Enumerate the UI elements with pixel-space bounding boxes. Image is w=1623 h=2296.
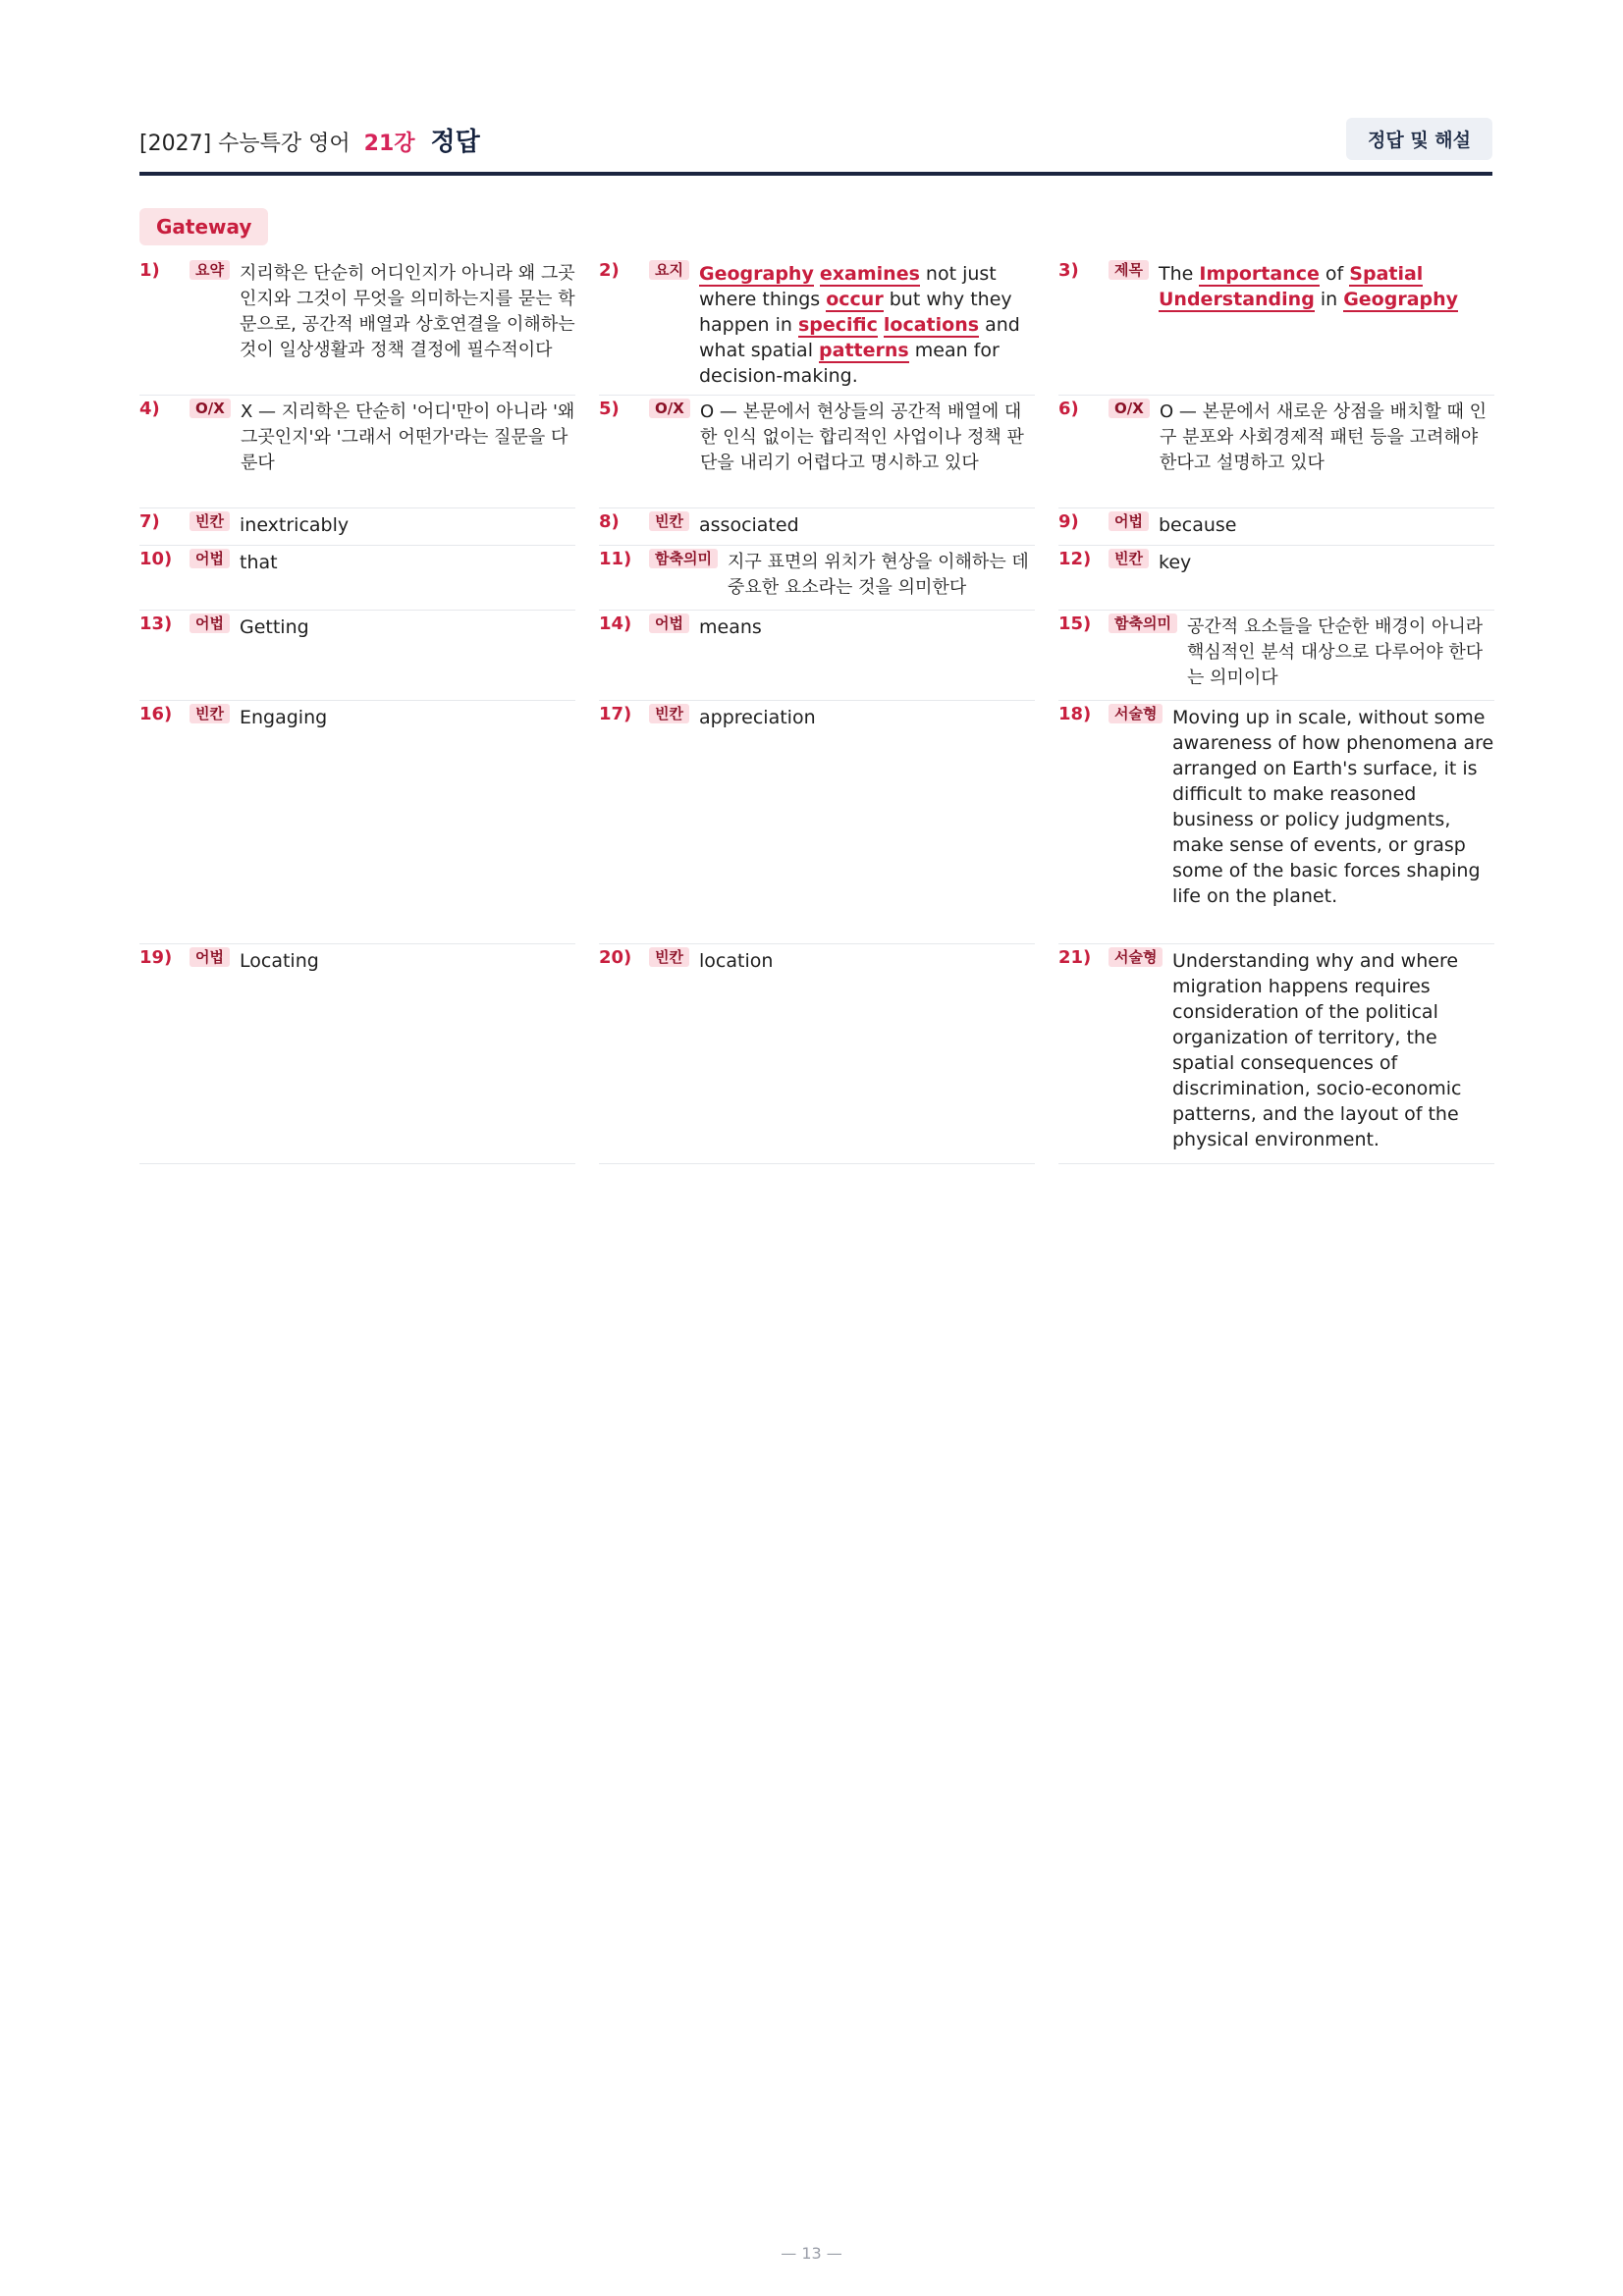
answer-item (599, 944, 1035, 1164)
highlighted-keyword: Spatial (1349, 263, 1424, 285)
answer-row (139, 546, 1492, 611)
answer-number: 17) (599, 704, 632, 724)
answer-item (599, 611, 1035, 701)
question-type-tag: 빈칸 (189, 511, 230, 531)
answer-text: 지구 표면의 위치가 현상을 이해하는 데 중요한 요소라는 것을 의미한다 (728, 552, 1029, 598)
answer-number: 8) (599, 511, 620, 532)
highlighted-keyword: Importance (1199, 263, 1320, 285)
answer-number: 19) (139, 947, 173, 968)
question-type-tag: 빈칸 (1109, 549, 1149, 568)
answer-text: 지리학은 단순히 어디인지가 아니라 왜 그곳인지와 그것이 무엇을 의미하는지를 묻는 학문으로, 공간적 배열과 상호연결을 이해하는 것이 일상생활과 정책 결정에 필수적이다 (240, 263, 575, 360)
answer-number: 3) (1058, 260, 1079, 281)
answer-item (1058, 611, 1494, 701)
answer-number: 5) (599, 399, 620, 419)
highlighted-keyword: Understanding (1159, 289, 1315, 310)
question-type-tag: 빈칸 (649, 947, 689, 967)
question-type-tag: 함축의미 (1109, 614, 1177, 633)
answer-item (599, 701, 1035, 944)
answer-text: Engaging (240, 707, 328, 728)
answer-item (1058, 508, 1494, 546)
answer-item (139, 701, 575, 944)
page-title: 정답 (430, 128, 480, 157)
answer-number: 2) (599, 260, 620, 281)
answer-text: Moving up in scale, without some awareness of how phenomena are arranged on Earth's surface, it is difficult to make reasoned business or policy judgments, make sense of events, or grasp some of the basic forces shaping life on the planet. (1172, 707, 1494, 907)
answer-number: 9) (1058, 511, 1079, 532)
answer-row (139, 701, 1492, 944)
question-type-tag: 함축의미 (649, 549, 718, 568)
highlighted-keyword: locations (883, 314, 980, 336)
question-type-tag: O/X (189, 399, 231, 418)
answer-number: 10) (139, 549, 173, 569)
answer-item (1058, 944, 1494, 1164)
question-type-tag: 빈칸 (649, 704, 689, 723)
answer-item (1058, 257, 1494, 396)
page-header (139, 116, 1492, 175)
answer-text-segment (814, 263, 820, 285)
answer-text: O — 본문에서 새로운 상점을 배치할 때 인구 분포와 사회경제적 패턴 등을 고려해야 한다고 설명하고 있다 (1160, 401, 1488, 473)
answer-text: inextricably (240, 514, 350, 536)
answer-text: key (1159, 552, 1192, 573)
question-type-tag: 서술형 (1109, 704, 1163, 723)
answer-text: Locating (240, 950, 319, 972)
answer-text: means (699, 616, 762, 638)
answer-item (1058, 396, 1494, 508)
answer-item (1058, 546, 1494, 611)
question-type-tag: 어법 (189, 947, 230, 967)
highlighted-keyword: examines (819, 263, 920, 285)
highlighted-keyword: Geography (1343, 289, 1459, 310)
answer-item (599, 508, 1035, 546)
header-divider (139, 172, 1492, 176)
answer-text: that (240, 552, 278, 573)
answer-row (139, 396, 1492, 508)
lesson-number: 21강 (363, 132, 415, 156)
answer-row (139, 257, 1492, 396)
answer-item (139, 508, 575, 546)
question-type-tag: 어법 (189, 549, 230, 568)
answer-number: 18) (1058, 704, 1092, 724)
question-type-tag: 제목 (1109, 260, 1149, 280)
answer-number: 4) (139, 399, 160, 419)
answer-number: 20) (599, 947, 632, 968)
answer-text-segment: but why they happen in (699, 289, 1012, 336)
header-title-group (139, 122, 480, 158)
book-title: [2027] 수능특강 영어 (139, 132, 351, 156)
answer-item (139, 396, 575, 508)
highlighted-keyword: occur (826, 289, 884, 310)
answer-text: O — 본문에서 현상들의 공간적 배열에 대한 인식 없이는 합리적인 사업이나 정책 판단을 내리기 어렵다고 명시하고 있다 (700, 401, 1024, 473)
answer-item (599, 546, 1035, 611)
section-label: Gateway (139, 208, 268, 245)
answer-text: because (1159, 514, 1237, 536)
answer-text: Understanding why and where migration happens requires consideration of the political organization of territory, the spatial consequences of discrimination, socio-economic patterns, and the layout of the physical environment. (1172, 950, 1462, 1150)
answer-text: location (699, 950, 774, 972)
answer-text (1159, 261, 1494, 312)
answer-item (1058, 701, 1494, 944)
answer-number: 15) (1058, 614, 1092, 634)
answer-text-segment (878, 314, 884, 336)
answer-number: 11) (599, 549, 632, 569)
highlighted-keyword: specific (797, 314, 878, 336)
answer-text: Getting (240, 616, 309, 638)
answer-item (139, 944, 575, 1164)
answer-number: 16) (139, 704, 173, 724)
answer-number: 1) (139, 260, 160, 281)
highlighted-keyword: patterns (819, 340, 909, 361)
answer-text-segment: not just where things (699, 263, 997, 310)
answer-item (599, 396, 1035, 508)
answer-item (139, 546, 575, 611)
page-number: — 13 — (781, 2244, 842, 2263)
question-type-tag: 빈칸 (189, 704, 230, 723)
answer-grid (139, 257, 1492, 1164)
answer-text: appreciation (699, 707, 816, 728)
answer-text-segment: mean for decision-making. (699, 340, 1000, 387)
answer-number: 14) (599, 614, 632, 634)
answer-text: X — 지리학은 단순히 '어디'만이 아니라 '왜 그곳인지'와 '그래서 어떤가'라는 질문을 다룬다 (241, 401, 575, 473)
answer-item (139, 611, 575, 701)
question-type-tag: 어법 (1109, 511, 1149, 531)
answer-number: 7) (139, 511, 160, 532)
question-type-tag: 서술형 (1109, 947, 1163, 967)
answer-text-segment: and what spatial (699, 314, 1020, 361)
answer-text: 공간적 요소들을 단순한 배경이 아니라 핵심적인 분석 대상으로 다루어야 한다는 의미이다 (1187, 616, 1484, 688)
question-type-tag: 빈칸 (649, 511, 689, 531)
question-type-tag: 어법 (649, 614, 689, 633)
answer-row (139, 944, 1492, 1164)
question-type-tag: O/X (649, 399, 690, 418)
question-type-tag: 요약 (189, 260, 230, 280)
answer-text (699, 261, 1035, 389)
section-badge: 정답 및 해설 (1346, 118, 1492, 160)
answer-number: 12) (1058, 549, 1092, 569)
answer-number: 13) (139, 614, 173, 634)
question-type-tag: 요지 (649, 260, 689, 280)
answer-row (139, 508, 1492, 546)
answer-text: associated (699, 514, 799, 536)
answer-number: 6) (1058, 399, 1079, 419)
question-type-tag: 어법 (189, 614, 230, 633)
answer-row (139, 611, 1492, 701)
answer-text-segment: The (1159, 263, 1200, 285)
question-type-tag: O/X (1109, 399, 1150, 418)
answer-number: 21) (1058, 947, 1092, 968)
answer-item (139, 257, 575, 396)
answer-text-segment: in (1314, 289, 1344, 310)
answer-item (599, 257, 1035, 396)
highlighted-keyword: Geography (699, 263, 814, 285)
answer-text-segment: of (1319, 263, 1350, 285)
